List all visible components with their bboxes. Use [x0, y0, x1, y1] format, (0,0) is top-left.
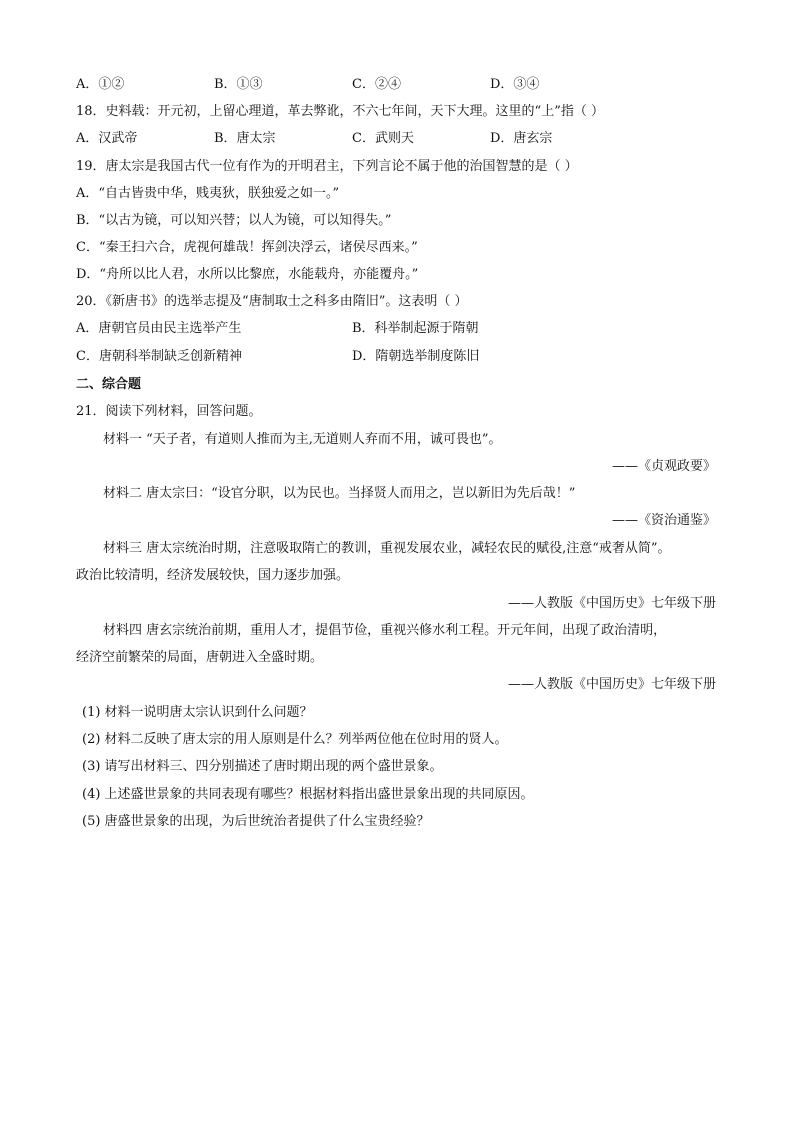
q20-stem: 20．《新唐书》的选举志提及“唐制取士之科多由隋旧”。这表明（ ）	[76, 294, 468, 309]
sub-question-4: (4) 上述盛世景象的共同表现有哪些？根据材料指出盛世景象出现的共同原因。	[82, 787, 534, 802]
material-3-source: ——人教版《中国历史》七年级下册	[507, 596, 716, 611]
q17-option-c: C．②④	[352, 77, 401, 92]
q20-option-b: B．科举制起源于隋朝	[352, 321, 479, 336]
q21-stem: 21．阅读下列材料，回答问题。	[76, 404, 262, 419]
q18-option-a: A．汉武帝	[76, 131, 138, 146]
sub-question-2: (2) 材料二反映了唐太宗的用人原则是什么？列举两位他在位时用的贤人。	[82, 732, 508, 747]
material-1-source: ——《贞观政要》	[611, 459, 716, 474]
q18-option-b: B．唐太宗	[214, 131, 276, 146]
q19-option-b: B．“以古为镜，可以知兴替；以人为镜，可以知得失。”	[76, 213, 392, 228]
material-4-line-2: 经济空前繁荣的局面，唐朝进入全盛时期。	[76, 650, 324, 665]
section-heading: 二、综合题	[76, 377, 142, 392]
q18-option-d: D．唐玄宗	[490, 131, 553, 146]
material-2: 材料二 唐太宗曰：“设官分职，以为民也。当择贤人而用之，岂以新旧为先后哉！”	[103, 486, 576, 501]
q19-stem: 19．唐太宗是我国古代一位有作为的开明君主，下列言论不属于他的治国智慧的是（ ）	[76, 159, 578, 174]
material-3-line-2: 政治比较清明，经济发展较快，国力逐步加强。	[76, 568, 350, 583]
q19-option-a: A．“自古皆贵中华，贱夷狄，朕独爱之如一。”	[76, 186, 340, 201]
material-4-line-1: 材料四 唐玄宗统治前期，重用人才，提倡节俭，重视兴修水利工程。开元年间，出现了政治清明，	[103, 623, 667, 638]
q17-option-b: B．①③	[214, 77, 263, 92]
material-1: 材料一 “天子者，有道则人推而为主,无道则人弃而不用，诚可畏也”。	[103, 432, 502, 447]
q18-stem: 18．史料载：开元初，上留心理道，革去弊讹，不六七年间，天下大理。这里的“上”指（ ）	[76, 104, 604, 119]
material-2-source: ——《资治通鉴》	[611, 513, 716, 528]
material-3-line-1: 材料三 唐太宗统治时期，注意吸取隋亡的教训，重视发展农业，减轻农民的赋役,注意“戒奢从简”。	[103, 541, 671, 556]
sub-question-5: (5) 唐盛世景象的出现，为后世统治者提供了什么宝贵经验？	[82, 814, 430, 829]
material-4-source: ——人教版《中国历史》七年级下册	[507, 677, 716, 692]
q19-option-d: D．“舟所以比人君，水所以比黎庶，水能载舟，亦能覆舟。”	[76, 267, 419, 282]
q17-option-d: D．③④	[490, 77, 540, 92]
q20-option-d: D．隋朝选举制度陈旧	[352, 349, 480, 364]
sub-question-1: (1) 材料一说明唐太宗认识到什么问题？	[82, 705, 313, 720]
q18-option-c: C．武则天	[352, 131, 414, 146]
sub-question-3: (3) 请写出材料三、四分别描述了唐时期出现的两个盛世景象。	[82, 759, 443, 774]
q20-option-a: A．唐朝官员由民主选举产生	[76, 321, 242, 336]
q20-option-c: C．唐朝科举制缺乏创新精神	[76, 349, 242, 364]
q19-option-c: C．“秦王扫六合，虎视何雄哉！挥剑决浮云，诸侯尽西来。”	[76, 240, 418, 255]
q17-option-a: A．①②	[76, 77, 125, 92]
